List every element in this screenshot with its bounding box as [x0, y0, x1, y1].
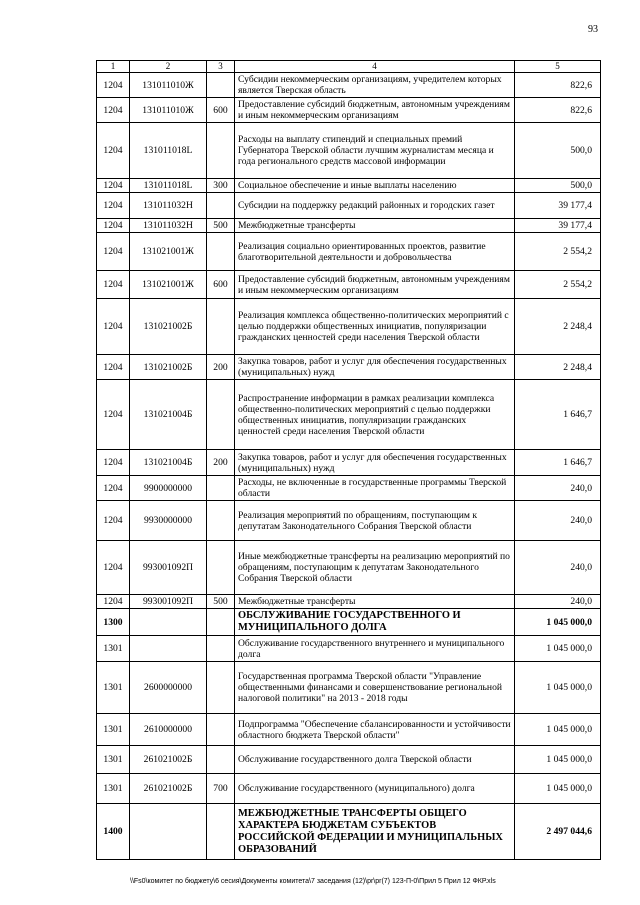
expense-type-code-cell: 500 [207, 219, 235, 233]
table-row [97, 662, 601, 714]
table-row [97, 193, 601, 219]
item-name-cell: МЕЖБЮДЖЕТНЫЕ ТРАНСФЕРТЫ ОБЩЕГО ХАРАКТЕРА БЮДЖЕТАМ СУБЪЕКТОВ РОССИЙСКОЙ ФЕДЕРАЦИИ И МУНИЦИПАЛЬНЫХ ОБРАЗОВАНИЙ [235, 804, 515, 860]
table-row [97, 501, 601, 541]
amount-cell: 500,0 [515, 123, 601, 179]
expense-type-code-cell [207, 476, 235, 501]
table-row [97, 804, 601, 860]
file-path-footer: \\Fs0\комитет по бюджету\6 сесия\Документы комитета\7 заседания (12)\pr\pr(7) 123-П-0\Прил 5 Прил 12 ФКР.xls [130, 878, 496, 885]
expense-type-code-cell [207, 541, 235, 595]
amount-cell: 240,0 [515, 541, 601, 595]
table-row [97, 746, 601, 774]
table-row [97, 636, 601, 662]
expense-type-code-cell [207, 299, 235, 355]
expense-type-code-cell [207, 662, 235, 714]
table-row [97, 73, 601, 98]
section-code-cell: 1301 [97, 774, 130, 804]
target-article-code-cell: 993001092П [130, 595, 207, 609]
item-name-cell: Закупка товаров, работ и услуг для обеспечения государственных (муниципальных) нужд [235, 450, 515, 476]
section-code-cell: 1204 [97, 219, 130, 233]
item-name-cell: ОБСЛУЖИВАНИЕ ГОСУДАРСТВЕННОГО И МУНИЦИПАЛЬНОГО ДОЛГА [235, 609, 515, 636]
item-name-cell: Предоставление субсидий бюджетным, автономным учреждениям и иным некоммерческим организациям [235, 98, 515, 123]
item-name-cell: Реализация мероприятий по обращениям, поступающим к депутатам Законодательного Собрания Тверской области [235, 501, 515, 541]
table-row [97, 714, 601, 746]
table-row [97, 219, 601, 233]
expense-type-code-cell [207, 636, 235, 662]
table-row [97, 541, 601, 595]
column-header: 2 [130, 61, 207, 73]
item-name-cell: Иные межбюджетные трансферты на реализацию мероприятий по обращениям, поступающим к депутатам Законодательного Собрания Тверской области [235, 541, 515, 595]
expense-type-code-cell [207, 73, 235, 98]
amount-cell: 240,0 [515, 595, 601, 609]
section-code-cell: 1204 [97, 98, 130, 123]
section-code-cell: 1204 [97, 73, 130, 98]
section-code-cell: 1204 [97, 450, 130, 476]
section-code-cell: 1204 [97, 299, 130, 355]
section-code-cell: 1204 [97, 123, 130, 179]
target-article-code-cell [130, 804, 207, 860]
item-name-cell: Обслуживание государственного (муниципального) долга [235, 774, 515, 804]
expense-type-code-cell [207, 380, 235, 450]
item-name-cell: Расходы на выплату стипендий и специальных премий Губернатора Тверской области лучшим журналистам месяца и года регионального средств массовой информации [235, 123, 515, 179]
target-article-code-cell: 131011032Н [130, 193, 207, 219]
section-code-cell: 1301 [97, 714, 130, 746]
amount-cell: 2 248,4 [515, 355, 601, 380]
table-row [97, 271, 601, 299]
expense-type-code-cell [207, 193, 235, 219]
amount-cell: 1 045 000,0 [515, 746, 601, 774]
item-name-cell: Государственная программа Тверской области "Управление общественными финансами и совершенствование региональной налоговой политики" на 2013 - 2018 годы [235, 662, 515, 714]
section-code-cell: 1204 [97, 233, 130, 271]
expense-type-code-cell [207, 501, 235, 541]
target-article-code-cell: 131021002Б [130, 299, 207, 355]
budget-table [96, 60, 601, 860]
expense-type-code-cell [207, 123, 235, 179]
item-name-cell: Реализация комплекса общественно-политических мероприятий с целью поддержки общественных инициатив, популяризации гражданских ценностей среди населения Тверской области [235, 299, 515, 355]
target-article-code-cell: 131021001Ж [130, 233, 207, 271]
expense-type-code-cell [207, 746, 235, 774]
target-article-code-cell: 131021001Ж [130, 271, 207, 299]
item-name-cell: Субсидии на поддержку редакций районных и городских газет [235, 193, 515, 219]
target-article-code-cell [130, 609, 207, 636]
section-code-cell: 1204 [97, 501, 130, 541]
amount-cell: 1 045 000,0 [515, 774, 601, 804]
section-code-cell: 1204 [97, 179, 130, 193]
amount-cell: 1 045 000,0 [515, 636, 601, 662]
expense-type-code-cell: 200 [207, 450, 235, 476]
amount-cell: 500,0 [515, 179, 601, 193]
amount-cell: 822,6 [515, 98, 601, 123]
amount-cell: 2 554,2 [515, 233, 601, 271]
table-row [97, 123, 601, 179]
expense-type-code-cell [207, 714, 235, 746]
table-row [97, 299, 601, 355]
section-code-cell: 1400 [97, 804, 130, 860]
target-article-code-cell: 131011010Ж [130, 98, 207, 123]
item-name-cell: Распространение информации в рамках реализации комплекса общественно-политических мероприятий с целью поддержки общественных инициатив, популяризации гражданских ценностей среди населения Тверской области [235, 380, 515, 450]
amount-cell: 822,6 [515, 73, 601, 98]
target-article-code-cell: 131021004Б [130, 450, 207, 476]
section-code-cell: 1204 [97, 541, 130, 595]
section-code-cell: 1301 [97, 662, 130, 714]
amount-cell: 240,0 [515, 476, 601, 501]
item-name-cell: Обслуживание государственного долга Тверской области [235, 746, 515, 774]
expense-type-code-cell: 200 [207, 355, 235, 380]
column-header: 3 [207, 61, 235, 73]
table-row [97, 179, 601, 193]
target-article-code-cell: 131011032Н [130, 219, 207, 233]
expense-type-code-cell: 700 [207, 774, 235, 804]
item-name-cell: Межбюджетные трансферты [235, 219, 515, 233]
budget-table-body [97, 61, 601, 860]
amount-cell: 2 554,2 [515, 271, 601, 299]
table-row [97, 98, 601, 123]
expense-type-code-cell: 500 [207, 595, 235, 609]
amount-cell: 1 045 000,0 [515, 609, 601, 636]
table-row [97, 476, 601, 501]
item-name-cell: Социальное обеспечение и иные выплаты населению [235, 179, 515, 193]
item-name-cell: Предоставление субсидий бюджетным, автономным учреждениям и иным некоммерческим организациям [235, 271, 515, 299]
expense-type-code-cell: 600 [207, 271, 235, 299]
table-row [97, 233, 601, 271]
page-number: 93 [588, 24, 598, 35]
target-article-code-cell: 131011018L [130, 179, 207, 193]
amount-cell: 39 177,4 [515, 193, 601, 219]
target-article-code-cell: 131021004Б [130, 380, 207, 450]
section-code-cell: 1301 [97, 636, 130, 662]
section-code-cell: 1300 [97, 609, 130, 636]
item-name-cell: Подпрограмма "Обеспечение сбалансированности и устойчивости областного бюджета Тверской области" [235, 714, 515, 746]
expense-type-code-cell: 600 [207, 98, 235, 123]
target-article-code-cell: 261021002Б [130, 774, 207, 804]
target-article-code-cell: 9900000000 [130, 476, 207, 501]
item-name-cell: Обслуживание государственного внутреннего и муниципального долга [235, 636, 515, 662]
amount-cell: 39 177,4 [515, 219, 601, 233]
table-row [97, 355, 601, 380]
target-article-code-cell: 2610000000 [130, 714, 207, 746]
amount-cell: 2 497 044,6 [515, 804, 601, 860]
table-row [97, 774, 601, 804]
table-row [97, 609, 601, 636]
target-article-code-cell: 131021002Б [130, 355, 207, 380]
target-article-code-cell: 131011010Ж [130, 73, 207, 98]
target-article-code-cell [130, 636, 207, 662]
section-code-cell: 1204 [97, 476, 130, 501]
target-article-code-cell: 993001092П [130, 541, 207, 595]
table-row [97, 595, 601, 609]
target-article-code-cell: 131011018L [130, 123, 207, 179]
section-code-cell: 1204 [97, 355, 130, 380]
amount-cell: 1 045 000,0 [515, 662, 601, 714]
amount-cell: 240,0 [515, 501, 601, 541]
section-code-cell: 1204 [97, 271, 130, 299]
item-name-cell: Реализация социально ориентированных проектов, развитие благотворительной деятельности и добровольчества [235, 233, 515, 271]
amount-cell: 1 646,7 [515, 380, 601, 450]
column-header: 4 [235, 61, 515, 73]
section-code-cell: 1204 [97, 595, 130, 609]
amount-cell: 1 045 000,0 [515, 714, 601, 746]
table-row [97, 380, 601, 450]
item-name-cell: Закупка товаров, работ и услуг для обеспечения государственных (муниципальных) нужд [235, 355, 515, 380]
table-row [97, 450, 601, 476]
expense-type-code-cell: 300 [207, 179, 235, 193]
column-header: 1 [97, 61, 130, 73]
column-number-header-row [97, 61, 601, 73]
column-header: 5 [515, 61, 601, 73]
amount-cell: 2 248,4 [515, 299, 601, 355]
expense-type-code-cell [207, 609, 235, 636]
section-code-cell: 1301 [97, 746, 130, 774]
target-article-code-cell: 2600000000 [130, 662, 207, 714]
section-code-cell: 1204 [97, 193, 130, 219]
expense-type-code-cell [207, 233, 235, 271]
section-code-cell: 1204 [97, 380, 130, 450]
target-article-code-cell: 261021002Б [130, 746, 207, 774]
item-name-cell: Субсидии некоммерческим организациям, учредителем которых является Тверская область [235, 73, 515, 98]
item-name-cell: Расходы, не включенные в государственные программы Тверской области [235, 476, 515, 501]
amount-cell: 1 646,7 [515, 450, 601, 476]
target-article-code-cell: 9930000000 [130, 501, 207, 541]
expense-type-code-cell [207, 804, 235, 860]
item-name-cell: Межбюджетные трансферты [235, 595, 515, 609]
